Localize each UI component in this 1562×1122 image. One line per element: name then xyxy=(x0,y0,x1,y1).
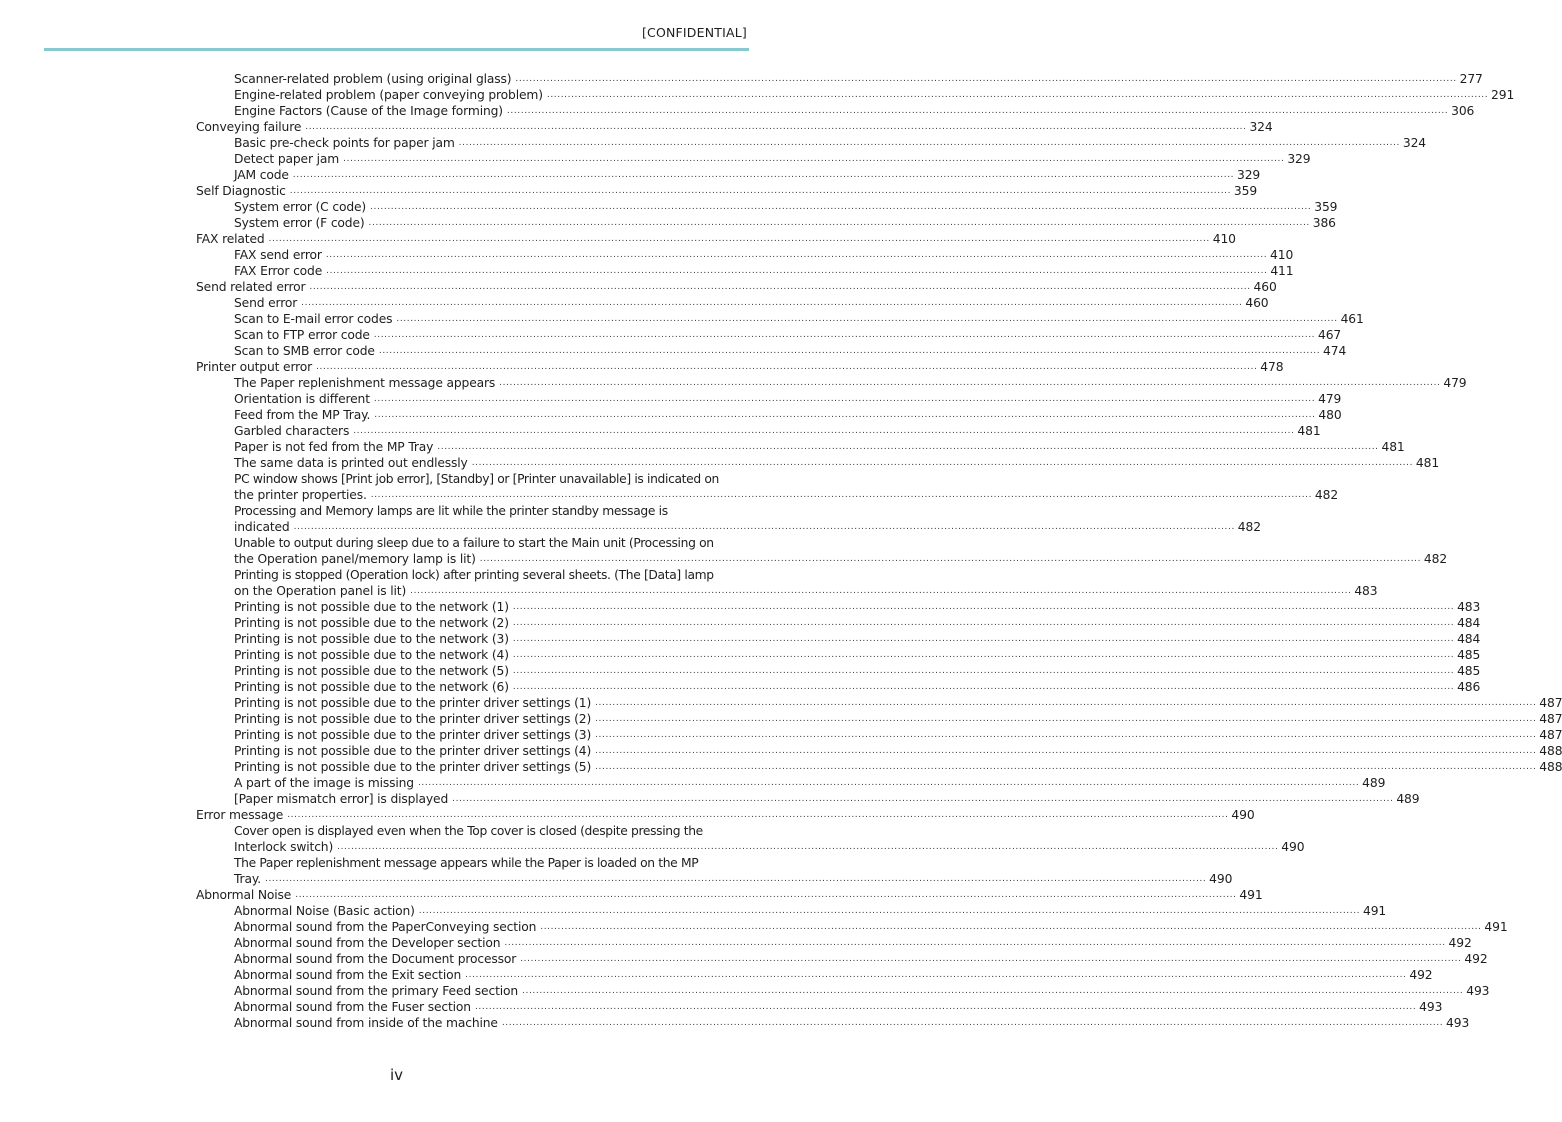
toc-entry-page: 480 xyxy=(1318,408,1342,422)
toc-entry[interactable] xyxy=(196,263,1294,279)
toc-entry-page: 493 xyxy=(1446,1016,1470,1030)
toc-entry-page: 487 xyxy=(1539,712,1562,726)
toc-entry-title: Abnormal sound from the PaperConveying section xyxy=(234,920,537,934)
toc-entry-title: Feed from the MP Tray. xyxy=(234,408,371,422)
dot-leader xyxy=(353,423,1294,439)
toc-entry-page: 481 xyxy=(1297,424,1321,438)
toc-entry-title: Printing is not possible due to the printer driver settings (2) xyxy=(234,712,592,726)
dot-leader xyxy=(293,167,1234,183)
toc-entry-title-line: the Operation panel/memory lamp is lit) xyxy=(234,552,476,566)
toc-entry-page: 467 xyxy=(1317,328,1342,342)
toc-entry[interactable] xyxy=(196,903,1387,919)
toc-entry[interactable] xyxy=(196,471,1339,503)
dot-leader xyxy=(305,119,1246,135)
toc-entry-page: 291 xyxy=(1491,88,1515,102)
toc-entry-page: 460 xyxy=(1253,280,1277,294)
dot-leader xyxy=(502,1015,1443,1031)
toc-entry[interactable] xyxy=(196,279,1277,295)
toc-entry-title-line: Tray. xyxy=(234,872,261,886)
toc-entry-page: 359 xyxy=(1314,200,1338,214)
toc-entry-title: Abnormal sound from the Developer section xyxy=(234,936,501,950)
toc-entry-title: Scan to SMB error code xyxy=(234,344,375,358)
dot-leader xyxy=(465,967,1406,983)
toc-entry-page: 324 xyxy=(1249,120,1273,134)
dot-leader xyxy=(379,343,1320,359)
toc-entry-page: 483 xyxy=(1354,584,1378,598)
toc-entry-page: 488 xyxy=(1539,744,1562,758)
toc-entry[interactable] xyxy=(196,663,1481,679)
toc-entry[interactable] xyxy=(196,535,1448,567)
dot-leader xyxy=(290,183,1231,199)
toc-entry-title: Self Diagnostic xyxy=(196,184,286,198)
toc-entry[interactable] xyxy=(196,759,1562,775)
toc-entry-page: 461 xyxy=(1340,312,1364,326)
toc-entry-page: 329 xyxy=(1236,168,1261,182)
dot-leader xyxy=(515,71,1456,87)
toc-entry[interactable] xyxy=(196,999,1443,1015)
toc-entry-title: Printing is not possible due to the network (2) xyxy=(234,616,509,630)
toc-entry-page: 485 xyxy=(1457,648,1481,662)
toc-entry-title-line: Processing and Memory lamps are lit while the printer standby message is xyxy=(234,504,668,518)
toc-entry-title: The Paper replenishment message appears xyxy=(234,376,496,390)
toc-entry[interactable] xyxy=(196,215,1336,231)
toc-entry[interactable] xyxy=(196,391,1342,407)
toc-entry[interactable] xyxy=(196,327,1342,343)
toc-entry[interactable] xyxy=(196,615,1481,631)
dot-leader xyxy=(472,455,1413,471)
dot-leader xyxy=(452,791,1393,807)
toc-entry-title: Printing is not possible due to the printer driver settings (4) xyxy=(234,744,592,758)
toc-entry-title: Scan to FTP error code xyxy=(234,328,370,342)
dot-leader xyxy=(513,679,1454,695)
toc-entry-page: 306 xyxy=(1451,104,1475,118)
toc-entry[interactable] xyxy=(196,183,1258,199)
toc-entry-page: 481 xyxy=(1381,440,1405,454)
toc-entry[interactable] xyxy=(196,167,1261,183)
toc-entry-title: The same data is printed out endlessly xyxy=(234,456,468,470)
toc-entry[interactable] xyxy=(196,823,1305,855)
toc-entry[interactable] xyxy=(196,647,1481,663)
toc-entry-title: [Paper mismatch error] is displayed xyxy=(234,792,449,806)
toc-entry-page: 485 xyxy=(1457,664,1481,678)
dot-leader xyxy=(326,263,1267,279)
dot-leader xyxy=(419,903,1360,919)
toc-entry[interactable] xyxy=(196,935,1472,951)
dot-leader xyxy=(326,247,1267,263)
toc-entry-title: Printing is not possible due to the network (6) xyxy=(234,680,509,694)
dot-leader xyxy=(370,199,1311,215)
toc-entry-page: 479 xyxy=(1443,376,1467,390)
toc-entry-title: System error (F code) xyxy=(234,216,365,230)
toc-entry-page: 277 xyxy=(1459,72,1483,86)
toc-entry[interactable] xyxy=(196,455,1440,471)
toc-entry-title: Basic pre-check points for paper jam xyxy=(234,136,455,150)
toc-entry[interactable] xyxy=(196,247,1294,263)
toc-entry-title: Send error xyxy=(234,296,298,310)
toc-entry-title: Engine-related problem (paper conveying problem) xyxy=(234,88,543,102)
dot-leader xyxy=(295,887,1236,903)
toc-entry[interactable] xyxy=(196,311,1364,327)
toc-entry-page: 490 xyxy=(1281,840,1305,854)
dot-leader xyxy=(595,759,1536,775)
dot-leader xyxy=(475,999,1416,1015)
toc-entry-page: 484 xyxy=(1457,632,1481,646)
toc-entry-page: 410 xyxy=(1212,232,1236,246)
toc-entry-page: 488 xyxy=(1539,760,1562,774)
toc-entry-title: Printing is not possible due to the network (1) xyxy=(234,600,509,614)
toc-entry-page: 491 xyxy=(1239,888,1263,902)
toc-entry-page: 482 xyxy=(1237,520,1261,534)
toc-entry-title-line: indicated xyxy=(234,520,290,534)
toc-entry-page: 410 xyxy=(1270,248,1294,262)
dot-leader xyxy=(294,519,1235,535)
toc-entry-page: 481 xyxy=(1415,456,1440,470)
toc-entry[interactable] xyxy=(196,87,1515,103)
toc-entry-page: 491 xyxy=(1484,920,1508,934)
dot-leader xyxy=(343,151,1284,167)
dot-leader xyxy=(316,359,1257,375)
toc-entry-title-line: the printer properties. xyxy=(234,488,367,502)
toc-entry-title: Printing is not possible due to the network (5) xyxy=(234,664,509,678)
toc-entry-page: 490 xyxy=(1209,872,1233,886)
toc-entry[interactable] xyxy=(196,135,1427,151)
toc-entry[interactable] xyxy=(196,599,1481,615)
toc-entry[interactable] xyxy=(196,567,1378,599)
toc-entry[interactable] xyxy=(196,343,1347,359)
dot-leader xyxy=(287,807,1228,823)
dot-leader xyxy=(309,279,1250,295)
toc-entry-title: Abnormal Noise xyxy=(196,888,292,902)
toc-entry-title: Abnormal sound from the Exit section xyxy=(234,968,462,982)
confidential-label: [CONFIDENTIAL] xyxy=(641,25,747,40)
toc-entry-page: 490 xyxy=(1231,808,1255,822)
toc-entry-title: Printing is not possible due to the printer driver settings (3) xyxy=(234,728,592,742)
toc-entry[interactable] xyxy=(196,375,1467,391)
toc-entry-title-line: Interlock switch) xyxy=(234,840,334,854)
dot-leader xyxy=(499,375,1440,391)
toc-entry-title: Orientation is different xyxy=(234,392,370,406)
toc-entry-title: Scan to E-mail error codes xyxy=(234,312,393,326)
toc-entry-title: Paper is not fed from the MP Tray xyxy=(234,440,434,454)
toc-entry-page: 493 xyxy=(1419,1000,1443,1014)
dot-leader xyxy=(507,103,1448,119)
dot-leader xyxy=(547,87,1488,103)
toc-entry-page: 359 xyxy=(1233,184,1258,198)
toc-entry-title-line: The Paper replenishment message appears while the Paper is loaded on the MP xyxy=(234,856,699,870)
dot-leader xyxy=(269,231,1210,247)
toc-entry[interactable] xyxy=(196,231,1236,247)
dot-leader xyxy=(374,407,1315,423)
toc-entry[interactable] xyxy=(196,679,1481,695)
toc-entry-title: Detect paper jam xyxy=(234,152,340,166)
toc-entry-page: 491 xyxy=(1362,904,1387,918)
dot-leader xyxy=(374,391,1315,407)
toc-entry-page: 324 xyxy=(1402,136,1427,150)
dot-leader xyxy=(301,295,1242,311)
toc-entry[interactable] xyxy=(196,103,1475,119)
dot-leader xyxy=(374,327,1315,343)
toc-entry[interactable] xyxy=(196,295,1269,311)
dot-leader xyxy=(480,551,1421,567)
toc-entry-page: 478 xyxy=(1260,360,1284,374)
toc-entry-page: 329 xyxy=(1287,152,1311,166)
toc-entry[interactable] xyxy=(196,743,1562,759)
toc-entry-title: Scanner-related problem (using original glass) xyxy=(234,72,512,86)
dot-leader xyxy=(540,919,1481,935)
toc-entry[interactable] xyxy=(196,695,1562,711)
dot-leader xyxy=(513,663,1454,679)
toc-entry[interactable] xyxy=(196,855,1233,887)
toc-entry-page: 486 xyxy=(1457,680,1481,694)
toc-entry[interactable] xyxy=(196,407,1342,423)
toc-entry-page: 386 xyxy=(1312,216,1336,230)
dot-leader xyxy=(522,983,1463,999)
toc-entry-title: Printing is not possible due to the network (3) xyxy=(234,632,509,646)
toc-entry[interactable] xyxy=(196,983,1490,999)
toc-entry-title: System error (C code) xyxy=(234,200,367,214)
toc-entry-title: Abnormal sound from inside of the machine xyxy=(234,1016,498,1030)
dot-leader xyxy=(513,599,1454,615)
toc-entry-page: 489 xyxy=(1362,776,1386,790)
toc-entry-page: 484 xyxy=(1457,616,1481,630)
dot-leader xyxy=(504,935,1445,951)
toc-entry[interactable] xyxy=(196,631,1481,647)
toc-entry-page: 482 xyxy=(1314,488,1339,502)
toc-entry-title: Error message xyxy=(196,808,284,822)
toc-entry-page: 487 xyxy=(1539,728,1562,742)
toc-entry-title: JAM code xyxy=(234,168,289,182)
dot-leader xyxy=(418,775,1359,791)
toc-entry-title: FAX Error code xyxy=(234,264,323,278)
toc-entry-title: Printing is not possible due to the printer driver settings (5) xyxy=(234,760,592,774)
toc-entry[interactable] xyxy=(196,727,1562,743)
toc-entry-title: Printer output error xyxy=(196,360,313,374)
toc-entry[interactable] xyxy=(196,359,1284,375)
toc-entry[interactable] xyxy=(196,711,1562,727)
toc-entry-title: Conveying failure xyxy=(196,120,302,134)
dot-leader xyxy=(396,311,1337,327)
dot-leader xyxy=(459,135,1400,151)
toc-entry-title: Send related error xyxy=(196,280,306,294)
toc-entry-title-line: PC window shows [Print job error], [Standby] or [Printer unavailable] is indicated on xyxy=(234,472,719,486)
toc-entry-page: 460 xyxy=(1245,296,1269,310)
toc-entry-title: Abnormal sound from the Fuser section xyxy=(234,1000,471,1014)
toc-entry-page: 492 xyxy=(1409,968,1433,982)
toc-entry-page: 479 xyxy=(1318,392,1342,406)
toc-entry-page: 483 xyxy=(1457,600,1481,614)
toc-entry-title: Printing is not possible due to the printer driver settings (1) xyxy=(234,696,592,710)
toc-entry-title-line: Unable to output during sleep due to a failure to start the Main unit (Processing on xyxy=(234,536,714,550)
dot-leader xyxy=(513,631,1454,647)
dot-leader xyxy=(369,215,1310,231)
toc-entry[interactable] xyxy=(196,199,1338,215)
toc-entry-page: 487 xyxy=(1539,696,1562,710)
toc-entry[interactable] xyxy=(196,919,1508,935)
toc-entry-page: 489 xyxy=(1396,792,1420,806)
toc-entry[interactable] xyxy=(196,791,1420,807)
toc-entry[interactable] xyxy=(196,71,1483,87)
toc-entry-page: 493 xyxy=(1466,984,1490,998)
toc-entry-page: 492 xyxy=(1448,936,1472,950)
toc-entry[interactable] xyxy=(196,951,1488,967)
toc-entry[interactable] xyxy=(196,423,1321,439)
toc-entry-title-line: Printing is stopped (Operation lock) after printing several sheets. (The [Data] lamp xyxy=(234,568,714,582)
toc-entry-title: FAX related xyxy=(196,232,265,246)
dot-leader xyxy=(410,583,1351,599)
toc-entry-title: Abnormal sound from the Document processor xyxy=(234,952,517,966)
dot-leader xyxy=(513,647,1454,663)
toc-entry[interactable] xyxy=(196,775,1386,791)
dot-leader xyxy=(265,871,1206,887)
toc-entry[interactable] xyxy=(196,967,1433,983)
toc-entry[interactable] xyxy=(196,151,1311,167)
dot-leader xyxy=(520,951,1461,967)
dot-leader xyxy=(595,743,1536,759)
dot-leader xyxy=(337,839,1278,855)
dot-leader xyxy=(371,487,1312,503)
toc-entry-page: 482 xyxy=(1423,552,1448,566)
toc-entry[interactable] xyxy=(196,807,1255,823)
toc-entry-title: A part of the image is missing xyxy=(234,776,414,790)
toc-entry-page: 492 xyxy=(1464,952,1488,966)
toc-entry[interactable] xyxy=(196,503,1261,535)
toc-entry-title: Garbled characters xyxy=(234,424,350,438)
toc-entry-page: 474 xyxy=(1323,344,1347,358)
toc-entry-title: Abnormal sound from the primary Feed section xyxy=(234,984,519,998)
toc-entry-title: FAX send error xyxy=(234,248,322,262)
toc-entry[interactable] xyxy=(196,119,1273,135)
dot-leader xyxy=(437,439,1378,455)
page-number: iv xyxy=(389,1066,404,1084)
dot-leader xyxy=(595,695,1536,711)
toc-entry-title: Abnormal Noise (Basic action) xyxy=(234,904,415,918)
dot-leader xyxy=(595,711,1536,727)
toc-entry-title: Engine Factors (Cause of the Image forming) xyxy=(234,104,503,118)
toc-entry[interactable] xyxy=(196,1015,1470,1031)
toc-entry-title-line: Cover open is displayed even when the Top cover is closed (despite pressing the xyxy=(234,824,703,838)
table-of-contents xyxy=(196,71,1562,1031)
toc-entry-title-line: on the Operation panel is lit) xyxy=(234,584,407,598)
toc-entry-title: Printing is not possible due to the network (4) xyxy=(234,648,509,662)
dot-leader xyxy=(595,727,1536,743)
toc-entry-page: 411 xyxy=(1270,264,1294,278)
dot-leader xyxy=(513,615,1454,631)
header-rule xyxy=(44,48,749,51)
toc-entry[interactable] xyxy=(196,439,1405,455)
toc-entry[interactable] xyxy=(196,887,1263,903)
